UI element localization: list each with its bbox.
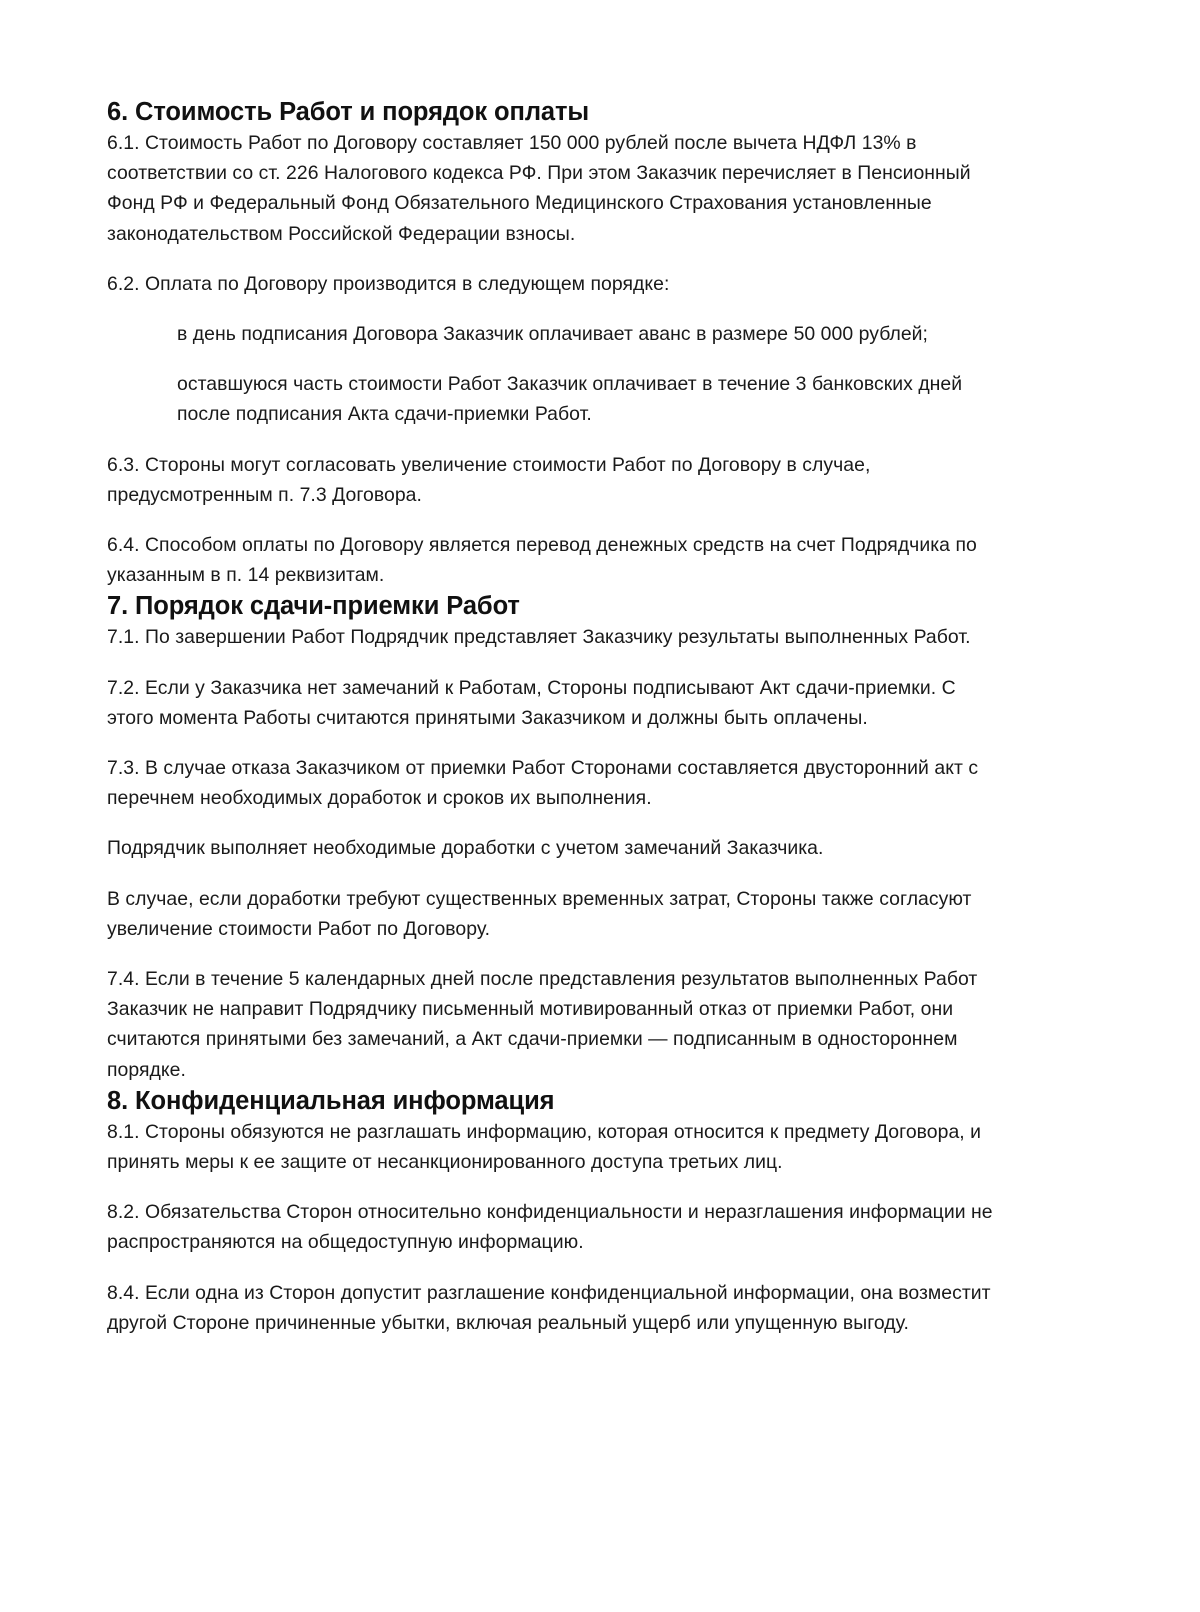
clause-7-3-paragraph-revisions: Подрядчик выполняет необходимые доработки с учетом замечаний Заказчика. xyxy=(107,837,824,860)
clause-6-2-item-advance: в день подписания Договора Заказчик оплачивает аванс в размере 50 000 рублей; xyxy=(177,323,928,346)
clause-8-1: 8.1. Стороны обязуются не разглашать информацию, которая относится к предмету Договора, и принять меры к ее защите от несанкционированного доступа третьих лиц. xyxy=(107,1120,982,1174)
clause-7-3: 7.3. В случае отказа Заказчиком от приемки Работ Сторонами составляется двусторонний акт с перечнем необходимых доработок и сроков их выполнения. xyxy=(107,757,979,810)
section-heading-6: 6. Стоимость Работ и порядок оплаты xyxy=(107,98,590,126)
clause-7-4: 7.4. Если в течение 5 календарных дней после представления результатов выполненных Работ Заказчик не направит Подрядчику письменный мотивированный отказ от приемки Работ, они считаются принятыми без замечаний, а Акт сдачи-приемки — подписанным в одностороннем порядке. xyxy=(107,968,978,1081)
section-heading-7: 7. Порядок сдачи-приемки Работ xyxy=(107,592,520,621)
clause-8-4: 8.4. Если одна из Сторон допустит разглашение конфиденциальной информации, она возместит другой Стороне причиненные убытки, включая реальный ущерб или упущенную выгоду. xyxy=(107,1281,991,1334)
document-section-8 xyxy=(107,1085,1002,1338)
document-section-6 xyxy=(107,96,1002,590)
clause-7-2: 7.2. Если у Заказчика нет замечаний к Работам, Стороны подписывают Акт сдачи-приемки. С этого момента Работы считаются принятыми Заказчиком и должны быть оплачены. xyxy=(107,676,956,729)
document-section-7 xyxy=(107,590,1002,1084)
clause-6-3: 6.3. Стороны могут согласовать увеличение стоимости Работ по Договору в случае, предусмотренным п. 7.3 Договора. xyxy=(107,453,871,506)
clause-6-4: 6.4. Способом оплаты по Договору является перевод денежных средств на счет Подрядчика по указанным в п. 14 реквизитам. xyxy=(107,534,977,587)
clause-6-2-item-balance: оставшуюся часть стоимости Работ Заказчик оплачивает в течение 3 банковских дней после подписания Акта сдачи-приемки Работ. xyxy=(177,373,963,426)
section-heading-8: 8. Конфиденциальная информация xyxy=(107,1086,555,1115)
clause-6-1: 6.1. Стоимость Работ по Договору составляет 150 000 рублей после вычета НДФЛ 13% в соответствии со ст. 226 Налогового кодекса РФ. При этом Заказчик перечисляет в Пенсионный Фонд РФ и Федеральный Фонд Обязательного Медицинского Страхования установленные законодательством Российской Федерации взносы. xyxy=(107,132,971,245)
clause-7-3-paragraph-price-increase: В случае, если доработки требуют существенных временных затрат, Стороны также согласуют увеличение стоимости Работ по Договору. xyxy=(107,887,972,940)
clause-6-2: 6.2. Оплата по Договору производится в следующем порядке: xyxy=(107,272,670,295)
document-body xyxy=(107,96,1002,1338)
clause-8-2: 8.2. Обязательства Сторон относительно конфиденциальности и неразглашения информации не распространяются на общедоступную информацию. xyxy=(107,1201,993,1254)
clause-7-1: 7.1. По завершении Работ Подрядчик представляет Заказчику результаты выполненных Работ. xyxy=(107,626,971,649)
